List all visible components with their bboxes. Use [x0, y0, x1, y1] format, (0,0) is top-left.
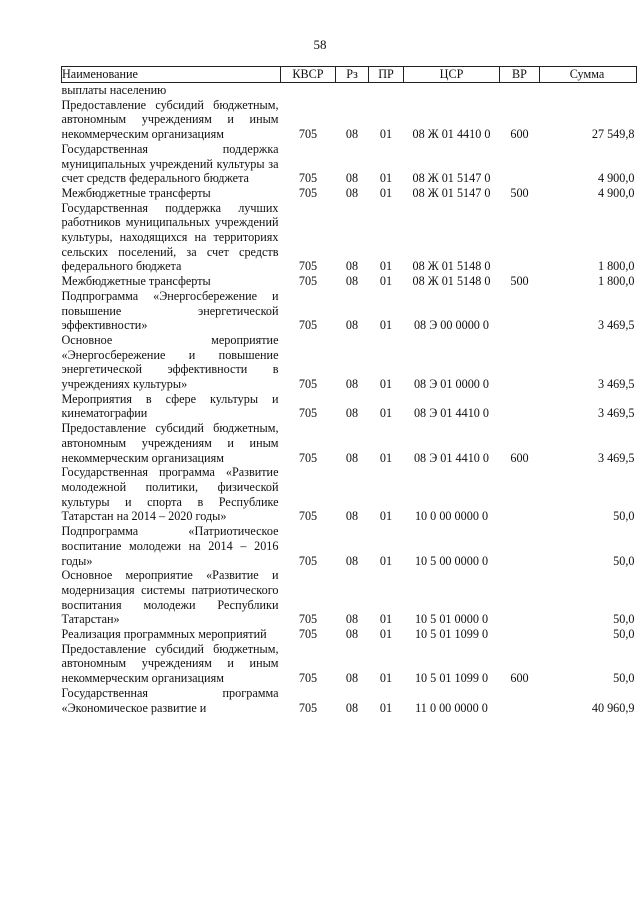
- row-rz: 08: [345, 509, 359, 524]
- row-csr: 08 Ж 01 5147 0: [412, 171, 491, 186]
- row-vr: [500, 392, 540, 421]
- row-name: Предоставление субсидий бюджетным, автономным учреждениям и иным некоммерческим организациям: [61, 421, 279, 465]
- table-row: [62, 524, 637, 568]
- row-rz: 08: [345, 406, 359, 421]
- table-header-row: [62, 67, 637, 83]
- header-vr: ВР: [500, 67, 540, 83]
- budget-table: [61, 66, 637, 715]
- row-name: Межбюджетные трансферты: [61, 274, 211, 289]
- row-kvsr: 705: [298, 185, 318, 200]
- row-sum: 1 800,0: [597, 259, 635, 274]
- row-csr: 08 Ж 01 4410 0: [412, 127, 491, 142]
- row-pr: 01: [379, 318, 393, 333]
- table-row: [62, 465, 637, 524]
- row-rz: 08: [345, 185, 359, 200]
- row-sum: 40 960,9: [591, 700, 635, 715]
- table-row: [62, 274, 637, 289]
- row-sum: 50,0: [613, 627, 635, 642]
- table-row: [62, 98, 637, 142]
- row-sum: 50,0: [613, 509, 635, 524]
- table-row: [62, 568, 637, 627]
- row-name: Государственная программа «Экономическое развитие и: [61, 685, 279, 715]
- row-vr: [500, 83, 540, 98]
- header-pr: ПР: [369, 67, 404, 83]
- row-kvsr: 705: [298, 612, 318, 627]
- row-csr: 08 Э 01 4410 0: [413, 450, 490, 465]
- row-vr: [500, 686, 540, 715]
- row-rz: 08: [345, 127, 359, 142]
- row-vr: 500: [510, 185, 529, 200]
- row-name: Межбюджетные трансферты: [61, 185, 211, 200]
- row-pr: 01: [379, 450, 393, 465]
- row-pr: 01: [379, 274, 393, 289]
- row-name: Реализация программных мероприятий: [61, 627, 267, 642]
- row-name: Государственная поддержка муниципальных учреждений культуры за счет средств федерального бюджета: [61, 141, 279, 186]
- row-sum: 3 469,5: [597, 450, 635, 465]
- row-sum: 27 549,8: [591, 127, 635, 142]
- table-row: [62, 142, 637, 186]
- row-kvsr: 705: [298, 671, 318, 686]
- row-name: Основное мероприятие «Развитие и модернизация системы патриотического воспитания молодежи Республики Татарстан»: [61, 568, 279, 627]
- row-kvsr: 705: [298, 127, 318, 142]
- row-pr: [369, 83, 404, 98]
- row-name: Основное мероприятие «Энергосбережение и повышение энергетической эффективности в учреждениях культуры»: [61, 332, 279, 392]
- row-pr: 01: [379, 377, 393, 392]
- row-csr: 08 Ж 01 5148 0: [412, 259, 491, 274]
- row-vr: 500: [510, 274, 529, 289]
- row-sum: [540, 83, 637, 98]
- row-pr: 01: [379, 406, 393, 421]
- row-pr: 01: [379, 553, 393, 568]
- row-kvsr: 705: [298, 377, 318, 392]
- row-kvsr: 705: [298, 406, 318, 421]
- row-rz: 08: [345, 318, 359, 333]
- row-sum: 4 900,0: [597, 185, 635, 200]
- row-rz: 08: [345, 274, 359, 289]
- row-csr: 10 5 00 0000 0: [414, 553, 489, 568]
- row-kvsr: 705: [298, 171, 318, 186]
- row-name: Государственная программа «Развитие молодежной политики, физической культуры и спорта в Республике Татарстан на 2014 – 2020 годы»: [61, 465, 279, 524]
- page-number: 58: [313, 37, 327, 52]
- row-csr: 10 5 01 1099 0: [414, 671, 489, 686]
- table-row: [62, 642, 637, 686]
- row-name: Предоставление субсидий бюджетным, автономным учреждениям и иным некоммерческим организациям: [61, 97, 279, 142]
- row-kvsr: 705: [298, 553, 318, 568]
- row-pr: 01: [379, 671, 393, 686]
- row-csr: 10 5 01 0000 0: [414, 612, 489, 627]
- row-name: Подпрограмма «Энергосбережение и повышение энергетической эффективности»: [61, 288, 279, 333]
- row-rz: 08: [345, 671, 359, 686]
- row-vr: [500, 333, 540, 392]
- table-row: [62, 186, 637, 201]
- row-pr: 01: [379, 700, 393, 715]
- row-rz: 08: [345, 377, 359, 392]
- row-csr: 10 0 00 0000 0: [414, 509, 489, 524]
- row-rz: 08: [345, 171, 359, 186]
- row-sum: 4 900,0: [597, 171, 635, 186]
- table-row: [62, 333, 637, 392]
- row-pr: 01: [379, 509, 393, 524]
- row-kvsr: [281, 83, 336, 98]
- row-sum: 3 469,5: [597, 377, 635, 392]
- row-rz: [336, 83, 369, 98]
- row-sum: 50,0: [613, 671, 635, 686]
- row-kvsr: 705: [298, 700, 318, 715]
- row-vr: [500, 524, 540, 568]
- row-pr: 01: [379, 171, 393, 186]
- row-rz: 08: [345, 612, 359, 627]
- row-sum: 1 800,0: [597, 274, 635, 289]
- table-row: [62, 686, 637, 715]
- row-vr: [500, 142, 540, 186]
- row-pr: 01: [379, 185, 393, 200]
- row-kvsr: 705: [298, 450, 318, 465]
- row-name: Государственная поддержка лучших работников муниципальных учреждений культуры, находящихся на территориях сельских поселений, за счет средств федерального бюджета: [61, 200, 279, 274]
- row-pr: 01: [379, 127, 393, 142]
- row-csr: 08 Э 00 0000 0: [413, 318, 490, 333]
- row-rz: 08: [345, 700, 359, 715]
- table-row: [62, 421, 637, 465]
- row-name: Предоставление субсидий бюджетным, автономным учреждениям и иным некоммерческим организациям: [61, 641, 279, 686]
- row-vr: [500, 568, 540, 627]
- row-name: Подпрограмма «Патриотическое воспитание молодежи на 2014 – 2016 годы»: [61, 524, 279, 568]
- row-csr: 08 Ж 01 5147 0: [412, 185, 491, 200]
- row-sum: 50,0: [613, 553, 635, 568]
- row-kvsr: 705: [298, 259, 318, 274]
- row-csr: 10 5 01 1099 0: [414, 627, 489, 642]
- row-rz: 08: [345, 259, 359, 274]
- row-vr: [500, 465, 540, 524]
- row-kvsr: 705: [298, 627, 318, 642]
- header-sum: Сумма: [540, 67, 637, 83]
- header-rz: Рз: [336, 67, 369, 83]
- row-csr: 08 Э 01 4410 0: [413, 406, 490, 421]
- row-vr: [500, 627, 540, 642]
- table-row: [62, 83, 637, 98]
- row-rz: 08: [345, 627, 359, 642]
- row-sum: 3 469,5: [597, 406, 635, 421]
- row-pr: 01: [379, 627, 393, 642]
- row-name: Мероприятия в сфере культуры и кинематографии: [61, 391, 279, 421]
- header-name: Наименование: [62, 67, 281, 83]
- row-name: выплаты населению: [61, 83, 167, 97]
- table-row: [62, 289, 637, 333]
- row-vr: [500, 201, 540, 275]
- row-csr: 11 0 00 0000 0: [415, 700, 488, 715]
- table-row: [62, 627, 637, 642]
- row-rz: 08: [345, 553, 359, 568]
- row-kvsr: 705: [298, 509, 318, 524]
- header-csr: ЦСР: [404, 67, 500, 83]
- row-vr: [500, 289, 540, 333]
- header-kvsr: КВСР: [281, 67, 336, 83]
- table-row: [62, 392, 637, 421]
- row-pr: 01: [379, 612, 393, 627]
- row-csr: [404, 83, 500, 98]
- row-sum: 3 469,5: [597, 318, 635, 333]
- row-csr: 08 Э 01 0000 0: [413, 377, 490, 392]
- row-kvsr: 705: [298, 318, 318, 333]
- row-vr: 600: [510, 127, 529, 142]
- row-sum: 50,0: [613, 612, 635, 627]
- row-rz: 08: [345, 450, 359, 465]
- row-kvsr: 705: [298, 274, 318, 289]
- table-row: [62, 201, 637, 275]
- row-vr: 600: [510, 450, 529, 465]
- row-pr: 01: [379, 259, 393, 274]
- row-vr: 600: [510, 671, 529, 686]
- row-csr: 08 Ж 01 5148 0: [412, 274, 491, 289]
